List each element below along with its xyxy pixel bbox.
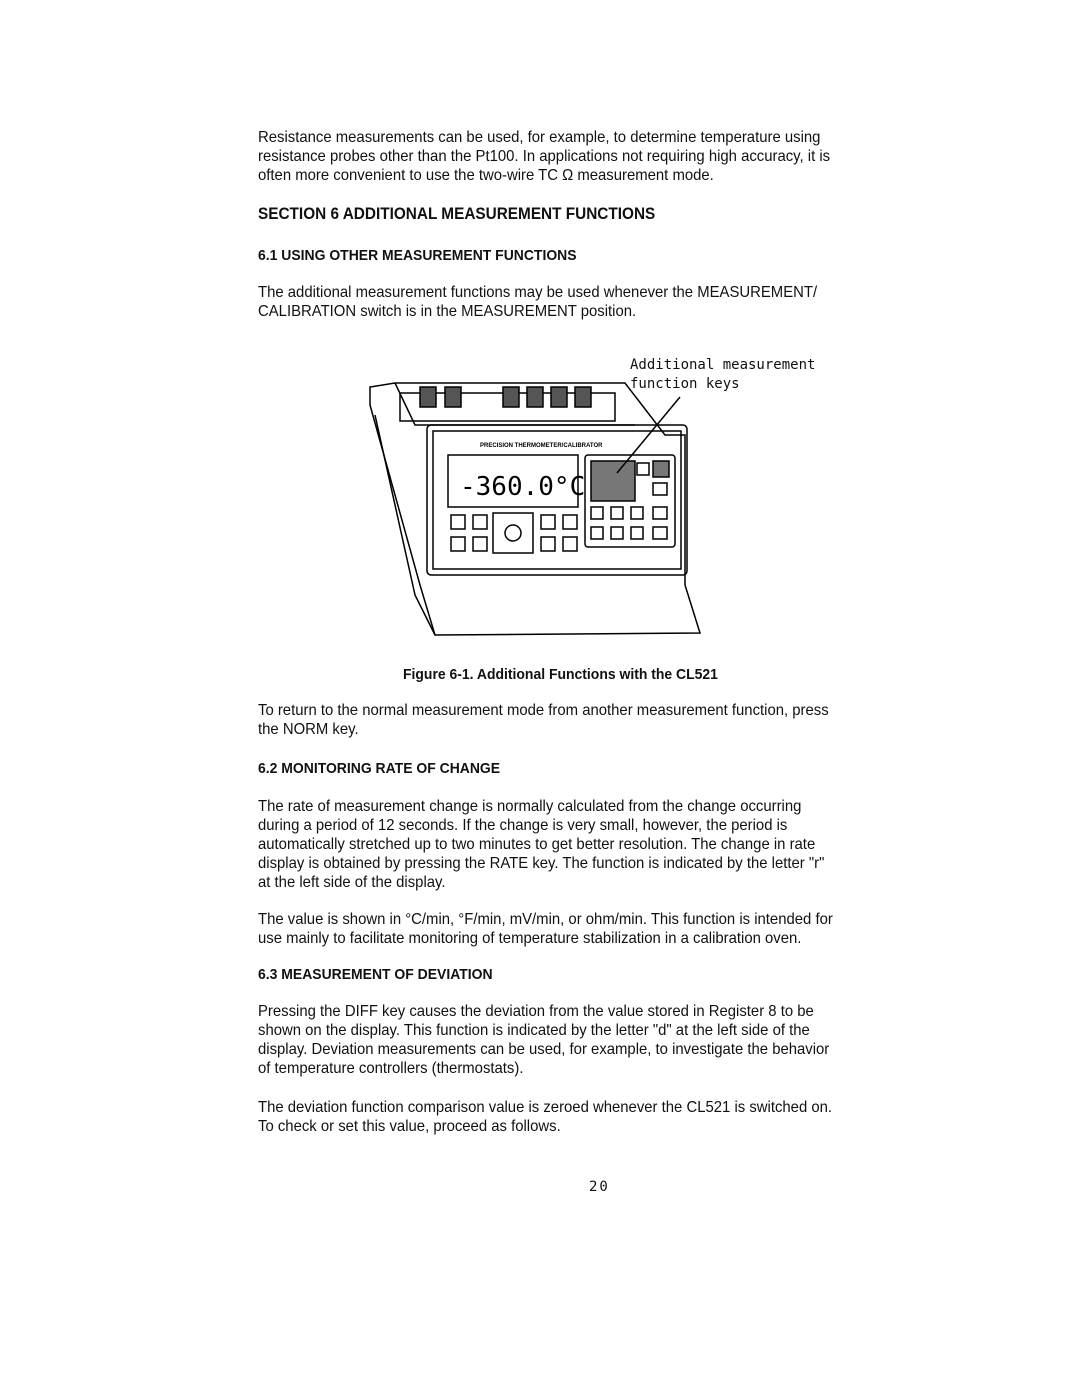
text-line: use mainly to facilitate monitoring of temperature stabilization in a calibration oven. [258, 930, 802, 947]
text-line: of temperature controllers (thermostats). [258, 1060, 524, 1077]
device-title: PRECISION THERMOMETER/CALIBRATOR [480, 443, 603, 449]
terminals [420, 387, 591, 407]
paragraph-6-2-2 [258, 910, 876, 948]
text-line: The value is shown in °C/min, °F/min, mV/min, or ohm/min. This function is intended for [258, 911, 833, 928]
device-illustration [355, 355, 735, 645]
text-line: The additional measurement functions may be used whenever the MEASUREMENT/ [258, 284, 818, 301]
text-line: CALIBRATION switch is in the MEASUREMENT position. [258, 303, 637, 320]
paragraph-6-2-1 [258, 797, 867, 892]
text-line: during a period of 12 seconds. If the change is very small, however, the period is [258, 817, 788, 834]
subsection-heading-6-3 [258, 965, 510, 984]
text-line: the NORM key. [258, 721, 359, 738]
text-line: To return to the normal measurement mode from another measurement function, press [258, 702, 829, 719]
text-line: To check or set this value, proceed as follows. [258, 1118, 561, 1135]
callout-line: Additional measurement [630, 357, 816, 373]
subsection-heading-6-2 [258, 759, 518, 778]
text-line: The deviation function comparison value is zeroed whenever the CL521 is switched on. [258, 1099, 833, 1116]
paragraph-6-3-2 [258, 1098, 875, 1136]
heading-text: 6.2 MONITORING RATE OF CHANGE [258, 760, 501, 777]
callout-line: function keys [630, 376, 740, 392]
handle-side [375, 415, 435, 635]
display-value: -360.0°C [460, 472, 586, 502]
text-line: display. Deviation measurements can be used, for example, to investigate the behavior [258, 1041, 830, 1058]
section-heading [258, 205, 685, 224]
paragraph-6-1 [258, 283, 859, 321]
left-keys [451, 513, 577, 553]
text-line: at the left side of the display. [258, 874, 446, 891]
heading-text: 6.1 USING OTHER MEASUREMENT FUNCTIONS [258, 247, 577, 264]
text-line: shown on the display. This function is indicated by the letter "d" at the left side of the [258, 1022, 810, 1039]
text-line: The rate of measurement change is normally calculated from the change occurring [258, 798, 802, 815]
heading-text: SECTION 6 ADDITIONAL MEASUREMENT FUNCTIONS [258, 205, 656, 223]
figure-caption [403, 666, 742, 683]
text-line: display is obtained by pressing the RATE key. The function is indicated by the letter "r" [258, 855, 825, 872]
paragraph-6-3-1 [258, 1002, 872, 1078]
text-line: Resistance measurements can be used, for example, to determine temperature using [258, 129, 821, 146]
heading-text: 6.3 MEASUREMENT OF DEVIATION [258, 966, 493, 983]
return-paragraph [258, 701, 872, 739]
text-line: Pressing the DIFF key causes the deviation from the value stored in Register 8 to be [258, 1003, 814, 1020]
subsection-heading-6-1 [258, 246, 601, 265]
text-line: automatically stretched up to two minutes to get better resolution. The change in rate [258, 836, 816, 853]
text-line: resistance probes other than the Pt100. In applications not requiring high accuracy, it is [258, 148, 831, 165]
caption-text: Figure 6-1. Additional Functions with the CL521 [403, 666, 718, 683]
intro-paragraph [258, 128, 873, 185]
text-line: often more convenient to use the two-wire TC Ω measurement mode. [258, 167, 714, 184]
page-number: 20 [589, 1179, 610, 1195]
